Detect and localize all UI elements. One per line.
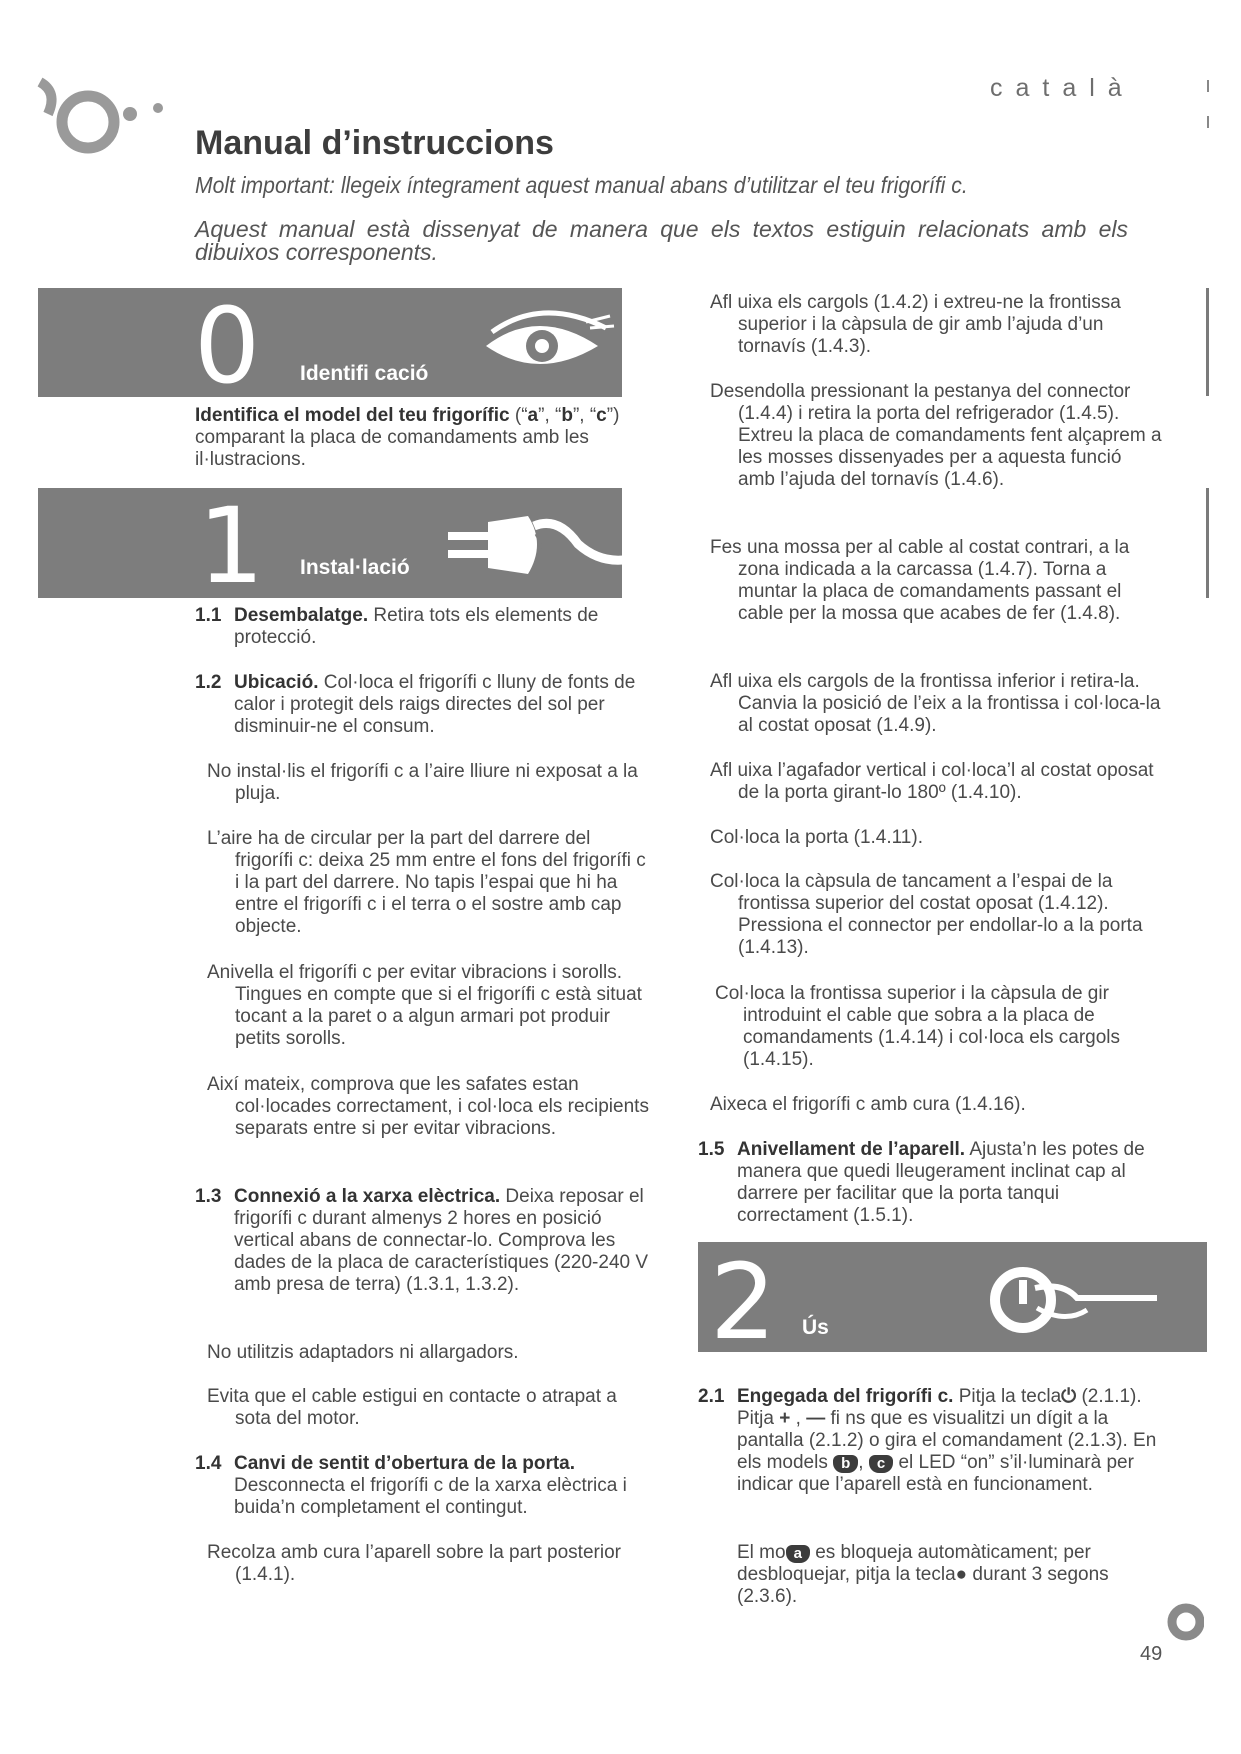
header-tick (1207, 80, 1209, 92)
text: Col·loca el frigorífi c lluny de fonts de calor i protegit dels raigs directes del sol per disminuir-ne el consum. (234, 672, 636, 737)
text: Desconnecta el frigorífi c de la xarxa elèctrica i buida’n completament el contingut. (234, 1475, 627, 1518)
section-label: Ús (802, 1316, 829, 1339)
para-2-1 (698, 1386, 1174, 1496)
text: el LED “on” s’il·luminarà per indicar que l’aparell està en funcionament. (737, 1452, 1134, 1495)
text: (“ (509, 405, 528, 426)
text: Pitja la tecla (953, 1386, 1062, 1407)
section-band-0 (38, 285, 622, 407)
text: ”) comparant la placa de comandaments amb les il·lustracions. (195, 405, 620, 470)
para-r4: Afl uixa els cargols de la frontissa inferior i retira-la. Canvia la posició de l’eix a la frontissa i col·loca-la al costat oposat (1.4.9). (710, 671, 1161, 736)
section-number: 2.1 (698, 1386, 725, 1407)
para-r1: Afl uixa els cargols (1.4.2) i extreu-ne la frontissa superior i la càpsula de gir amb l’ajuda d’un tornavís (1.4.3). (710, 292, 1121, 357)
para-2-1-b (737, 1542, 1135, 1608)
lock-key-icon: ● (955, 1564, 968, 1585)
model-b: b (561, 405, 573, 426)
para-heading: Connexió a la xarxa elèctrica. (234, 1186, 501, 1207)
plus-key-icon: + (779, 1408, 791, 1429)
text: ”, “ (572, 405, 597, 426)
plug-icon (448, 504, 623, 584)
section-label: Instal·lació (300, 556, 410, 579)
para-r8: Col·loca la frontissa superior i la càpsula de gir introduint el cable que sobra a la placa de comandaments (1.4.14) i col·loca els cargols (1.4.15). (715, 983, 1121, 1070)
text: (2.1.1). Pitja (737, 1386, 1142, 1429)
section-band-2 (698, 1241, 1207, 1363)
eye-icon (478, 302, 618, 382)
model-a-badge: a (786, 1545, 810, 1563)
para-heading: Anivellament de l’aparell. (737, 1139, 966, 1160)
intro-text: Aquest manual està dissenyat de manera que els textos estiguin relacionats amb els dibuixos corresponents. (195, 216, 1128, 265)
para-1-4 (195, 1453, 664, 1519)
para-1-5 (698, 1139, 1174, 1227)
section-number: 1.5 (698, 1139, 725, 1160)
para-1-3 (195, 1186, 664, 1296)
minus-key-icon: — (806, 1408, 826, 1429)
para-1-3-b: No utilitzis adaptadors ni allargadors. (207, 1342, 519, 1363)
para-r7: Col·loca la càpsula de tancament a l’espai de la frontissa superior del costat oposat (1.4.12). Pressiona el connector per endollar-lo a la porta (1.4.13). (710, 871, 1143, 958)
identify-lead: Identifica el model del teu frigorífic (195, 405, 510, 426)
section-number: 1.1 (195, 605, 222, 626)
para-r9: Aixeca el frigorífi c amb cura (1.4.16). (710, 1094, 1026, 1115)
para-r2: Desendolla pressionant la pestanya del connector (1.4.4) i retira la porta del refrigerador (1.4.5). Extreu la placa de comandaments fent alçaprem a les mosses dissenyades per a aquesta funció amb l’ajuda del tornavís (1.4.6). (710, 381, 1162, 490)
page-subtitle: Molt important: llegeix íntegrament aquest manual abans d’utilitzar el teu frigorífi c. (195, 172, 968, 198)
model-b-badge: b (833, 1455, 858, 1473)
para-1-1 (195, 605, 664, 649)
section-number: 2 (710, 1241, 777, 1363)
text: es bloqueja automàticament; per desbloquejar, pitja la tecla (737, 1542, 1091, 1585)
text: Ajusta’n les potes de manera que quedi lleugerament inclinat cap al darrere per facilitar que la porta tanqui correctament (1.5.1). (737, 1139, 1145, 1226)
para-1-2-b: No instal·lis el frigorífi c a l’aire lliure ni exposat a la pluja. (207, 761, 638, 804)
section-number: 1 (198, 485, 265, 607)
para-1-2-d: Anivella el frigorífi c per evitar vibracions i sorolls. Tingues en compte que si el frigorífi c està situat tocant a la paret o a algun armari pot produir petits sorolls. (207, 962, 642, 1049)
language-label: català (990, 74, 1135, 102)
para-r6: Col·loca la porta (1.4.11). (710, 827, 923, 848)
section-number: 1.4 (195, 1453, 222, 1474)
para-heading: Ubicació. (234, 672, 319, 693)
para-r5: Afl uixa l’agafador vertical i col·loca’l al costat oposat de la porta girant-lo 180º (1.4.10). (710, 760, 1154, 803)
para-1-2 (195, 672, 664, 738)
margin-bar (1206, 488, 1209, 598)
text: El mo (737, 1542, 786, 1563)
model-c: c (596, 405, 607, 426)
section-number: 0 (194, 285, 261, 407)
para-heading: Canvi de sentit d’obertura de la porta. (234, 1453, 576, 1474)
section-band-1 (38, 485, 622, 607)
section-number: 1.3 (195, 1186, 222, 1207)
text: , (790, 1408, 807, 1429)
para-1-2-e: Així mateix, comprova que les safates estan col·locades correctament, i col·loca els recipients separats entre si per evitar vibracions. (207, 1074, 649, 1139)
para-1-2-c: L’aire ha de circular per la part del darrere del frigorífi c: deixa 25 mm entre el fons del frigorífi c i la part del darrere. No tapis l’espai que hi ha entre el frigorífi c i el terra o el sostre amb cap objecte. (207, 828, 646, 937)
model-a: a (527, 405, 539, 426)
para-heading: Desembalatge. (234, 605, 369, 626)
text: durant 3 segons (2.3.6). (737, 1564, 1109, 1607)
section-label: Identifi cació (300, 362, 429, 385)
para-1-4-b: Recolza amb cura l’aparell sobre la part posterior (1.4.1). (207, 1542, 621, 1585)
section-number: 1.2 (195, 672, 222, 693)
margin-bar (1206, 288, 1209, 396)
text: ”, “ (538, 405, 562, 426)
text: , (858, 1452, 869, 1473)
para-r3: Fes una mossa per al cable al costat contrari, a la zona indicada a la carcassa (1.4.7). Torna a muntar la placa de comandaments passant el cable per la mossa que acabes de fer (1.4.8). (710, 537, 1130, 624)
power-button-icon (973, 1258, 1158, 1338)
page-title: Manual d’instruccions (195, 124, 554, 162)
page-number: 49 (1140, 1643, 1163, 1665)
corner-circle-icon (1164, 1598, 1204, 1648)
text: Deixa reposar el frigorífi c durant almenys 2 hores en posició vertical abans de connectar-lo. Comprova les dades de la placa de característiques (220-240 V amb presa de terra) (1.3.1, 1.3.2). (234, 1186, 649, 1295)
power-key-icon: ⏻ (1061, 1386, 1077, 1407)
header-tick (1207, 116, 1209, 128)
text: Retira tots els elements de protecció. (234, 605, 599, 648)
para-1-3-c: Evita que el cable estigui en contacte o atrapat a sota del motor. (207, 1386, 617, 1429)
model-c-badge: c (869, 1455, 893, 1473)
text: fi ns que es visualitzi un dígit a la pantalla (2.1.2) o gira el comandament (2.1.3). En els models (737, 1408, 1157, 1473)
brand-logo-icon (30, 74, 170, 184)
identify-paragraph (195, 405, 625, 471)
para-heading: Engegada del frigorífi c. (737, 1386, 954, 1407)
